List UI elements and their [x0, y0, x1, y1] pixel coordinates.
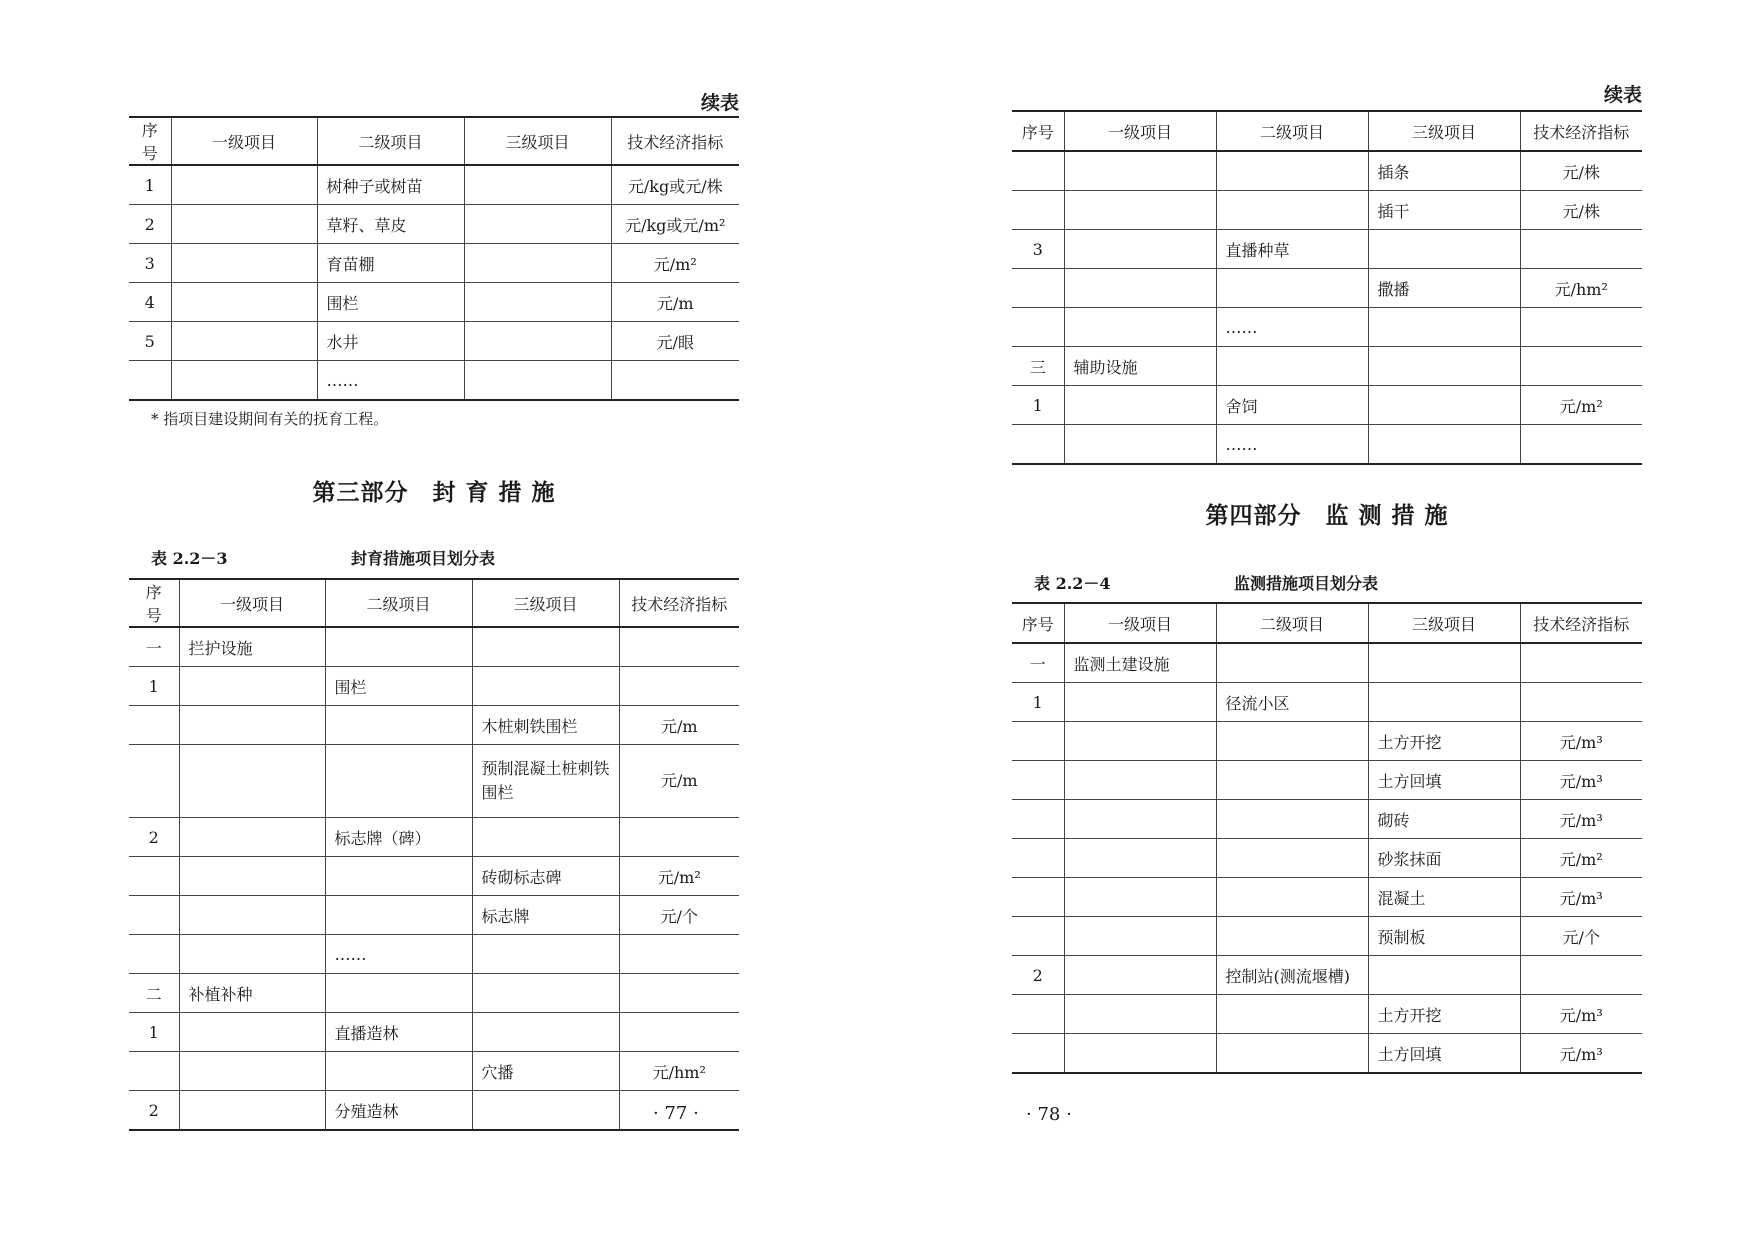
table-cell: 元/m: [619, 706, 739, 745]
table-cell: [1064, 230, 1216, 269]
table-cell: [325, 857, 472, 896]
table-cell: [472, 1091, 619, 1131]
continued-label: 续表: [1603, 84, 1642, 106]
table-cell: [464, 322, 611, 361]
table-row: [129, 165, 739, 205]
header-cell: 三级项目: [1368, 111, 1520, 151]
table-cell: [129, 745, 179, 818]
table-cell: 土方回填: [1368, 761, 1520, 800]
header-cell: 技术经济指标: [611, 117, 739, 165]
table-row: [129, 857, 739, 896]
table-cell: 元/m²: [1520, 839, 1642, 878]
table-cell: [1064, 761, 1216, 800]
table-cell: [619, 1013, 739, 1052]
table-row: [1012, 956, 1642, 995]
table-cell: [1368, 683, 1520, 722]
section-title: 第三部分 封 育 措 施: [312, 479, 556, 506]
table-cell: [1064, 839, 1216, 878]
table-cell: [1064, 722, 1216, 761]
table-cell: [1216, 878, 1368, 917]
table-cell: [1216, 839, 1368, 878]
left-page: [129, 0, 739, 1241]
table-cell: [619, 667, 739, 706]
table-cell: 预制板: [1368, 917, 1520, 956]
right-main-table: [1012, 602, 1642, 1074]
table-number: 表 2.2－4: [1034, 574, 1111, 593]
table-cell: 砂浆抹面: [1368, 839, 1520, 878]
table-cell: [1012, 191, 1064, 230]
table-cell: [611, 361, 739, 401]
table-cell: [179, 667, 325, 706]
table-cell: [171, 165, 317, 205]
table-cell: [1064, 151, 1216, 191]
table-cell: 元/眼: [611, 322, 739, 361]
table-cell: [1012, 269, 1064, 308]
table-cell: [1012, 722, 1064, 761]
right-top-table: [1012, 110, 1642, 465]
table-cell: [179, 935, 325, 974]
table-cell: [1520, 308, 1642, 347]
table-cell: 水井: [317, 322, 464, 361]
table-header-row: [1012, 111, 1642, 151]
table-cell: [472, 974, 619, 1013]
table-cell: 元/m²: [611, 244, 739, 283]
table-row: [1012, 191, 1642, 230]
table-name: 监测措施项目划分表: [1234, 574, 1379, 593]
table-cell: [1064, 386, 1216, 425]
table-cell: [1064, 878, 1216, 917]
table-cell: 直播种草: [1216, 230, 1368, 269]
page-number: · 78 ·: [1026, 1104, 1072, 1125]
table-cell: 元/m²: [619, 857, 739, 896]
table-row: [1012, 995, 1642, 1034]
table-cell: 5: [129, 322, 171, 361]
table-cell: 元/m²: [1520, 386, 1642, 425]
table-cell: ……: [325, 935, 472, 974]
header-cell: 一级项目: [1064, 111, 1216, 151]
table-cell: [179, 1091, 325, 1131]
table-row: [129, 818, 739, 857]
table-cell: [1064, 308, 1216, 347]
table-cell: [1216, 722, 1368, 761]
table-cell: [1368, 386, 1520, 425]
table-row: [1012, 1034, 1642, 1074]
table-cell: [1520, 956, 1642, 995]
table-cell: [171, 322, 317, 361]
table-cell: 插条: [1368, 151, 1520, 191]
table-cell: 元/m³: [1520, 1034, 1642, 1074]
table-cell: 二: [129, 974, 179, 1013]
table-cell: [1012, 878, 1064, 917]
table-cell: 2: [1012, 956, 1064, 995]
table-cell: 元/株: [1520, 151, 1642, 191]
table-cell: 元/个: [1520, 917, 1642, 956]
table-cell: [472, 818, 619, 857]
header-cell: 一级项目: [171, 117, 317, 165]
table-cell: [1012, 425, 1064, 465]
table-cell: [325, 706, 472, 745]
table-cell: 元/m³: [1520, 722, 1642, 761]
table-cell: 1: [1012, 386, 1064, 425]
table-cell: 插干: [1368, 191, 1520, 230]
table-name: 封育措施项目划分表: [351, 549, 496, 568]
table-cell: 一: [1012, 643, 1064, 683]
table-cell: [619, 627, 739, 667]
table-cell: [1064, 269, 1216, 308]
table-row: [1012, 761, 1642, 800]
table-cell: [619, 974, 739, 1013]
table-row: [129, 283, 739, 322]
table-cell: [1216, 269, 1368, 308]
table-cell: 控制站(测流堰槽): [1216, 956, 1368, 995]
header-cell: 三级项目: [472, 579, 619, 627]
table-cell: 元/m: [619, 745, 739, 818]
table-row: [129, 1052, 739, 1091]
table-cell: [472, 1013, 619, 1052]
table-cell: 混凝土: [1368, 878, 1520, 917]
table-row: [1012, 386, 1642, 425]
table-row: [129, 745, 739, 818]
table-row: [1012, 839, 1642, 878]
left-main-table: [129, 578, 739, 1131]
table-cell: [464, 165, 611, 205]
table-cell: 预制混凝土桩刺铁围栏: [472, 745, 619, 818]
table-cell: [1012, 151, 1064, 191]
table-row: [129, 322, 739, 361]
table-cell: [1520, 347, 1642, 386]
table-cell: [464, 283, 611, 322]
table-cell: [1064, 956, 1216, 995]
table-cell: 元/个: [619, 896, 739, 935]
table-cell: 舍饲: [1216, 386, 1368, 425]
table-cell: [1216, 761, 1368, 800]
table-cell: 直播造林: [325, 1013, 472, 1052]
table-cell: [1012, 917, 1064, 956]
table-cell: [179, 1052, 325, 1091]
table-cell: [129, 896, 179, 935]
table-cell: 砌砖: [1368, 800, 1520, 839]
table-row: [129, 627, 739, 667]
table-cell: [1064, 800, 1216, 839]
table-row: [129, 896, 739, 935]
table-cell: [129, 857, 179, 896]
right-page: [1012, 0, 1642, 1241]
table-header-row: [129, 579, 739, 627]
table-cell: 撒播: [1368, 269, 1520, 308]
table-cell: [1064, 683, 1216, 722]
table-cell: [129, 361, 171, 401]
table-cell: [1520, 425, 1642, 465]
table-cell: [1216, 800, 1368, 839]
table-cell: 元/m³: [1520, 878, 1642, 917]
table-cell: 4: [129, 283, 171, 322]
table-cell: [1216, 995, 1368, 1034]
table-cell: [1216, 917, 1368, 956]
table-row: [1012, 683, 1642, 722]
table-cell: 元/m³: [1520, 800, 1642, 839]
page-number: · 77 ·: [653, 1103, 699, 1124]
table-cell: [1368, 643, 1520, 683]
table-cell: [464, 361, 611, 401]
table-cell: [1012, 995, 1064, 1034]
table-cell: 元/m³: [1520, 995, 1642, 1034]
table-cell: [171, 205, 317, 244]
table-caption: [151, 546, 496, 569]
header-cell: 二级项目: [317, 117, 464, 165]
header-cell: 三级项目: [1368, 603, 1520, 643]
table-cell: [179, 857, 325, 896]
table-cell: 拦护设施: [179, 627, 325, 667]
header-cell: 一级项目: [1064, 603, 1216, 643]
table-row: [129, 667, 739, 706]
table-cell: [1520, 230, 1642, 269]
table-cell: [171, 361, 317, 401]
table-cell: [1216, 1034, 1368, 1074]
table-row: [1012, 722, 1642, 761]
table-cell: 元/m³: [1520, 761, 1642, 800]
table-cell: [179, 818, 325, 857]
table-cell: [472, 627, 619, 667]
table-row: [129, 244, 739, 283]
header-cell: 二级项目: [325, 579, 472, 627]
table-cell: 土方开挖: [1368, 722, 1520, 761]
table-cell: [1216, 643, 1368, 683]
table-cell: [1520, 683, 1642, 722]
table-cell: 围栏: [317, 283, 464, 322]
table-cell: 草籽、草皮: [317, 205, 464, 244]
table-cell: 1: [129, 1013, 179, 1052]
table-cell: 木桩刺铁围栏: [472, 706, 619, 745]
table-cell: [1368, 308, 1520, 347]
table-cell: 补植补种: [179, 974, 325, 1013]
table-cell: 育苗棚: [317, 244, 464, 283]
table-row: [129, 1091, 739, 1131]
table-cell: 3: [129, 244, 171, 283]
table-cell: [464, 205, 611, 244]
table-cell: [325, 974, 472, 1013]
table-cell: [1216, 191, 1368, 230]
table-cell: 2: [129, 818, 179, 857]
table-cell: 树种子或树苗: [317, 165, 464, 205]
table-cell: 元/株: [1520, 191, 1642, 230]
table-cell: [619, 818, 739, 857]
header-cell: 技术经济指标: [1520, 111, 1642, 151]
table-cell: [464, 244, 611, 283]
table-row: [1012, 643, 1642, 683]
table-cell: 径流小区: [1216, 683, 1368, 722]
table-cell: 2: [129, 205, 171, 244]
table-cell: [1012, 1034, 1064, 1074]
header-cell: 三级项目: [464, 117, 611, 165]
header-cell: 序号: [129, 117, 171, 165]
left-top-table: [129, 116, 739, 401]
table-cell: 围栏: [325, 667, 472, 706]
table-row: [129, 935, 739, 974]
table-cell: 土方开挖: [1368, 995, 1520, 1034]
table-cell: [129, 935, 179, 974]
table-row: [129, 1013, 739, 1052]
table-cell: [129, 1052, 179, 1091]
table-row: [1012, 800, 1642, 839]
table-cell: 1: [129, 667, 179, 706]
table-cell: [1216, 347, 1368, 386]
table-cell: ……: [317, 361, 464, 401]
table-number: 表 2.2－3: [151, 549, 228, 568]
header-cell: 二级项目: [1216, 603, 1368, 643]
table-cell: [325, 896, 472, 935]
table-cell: [472, 935, 619, 974]
table-cell: 元/kg或元/m²: [611, 205, 739, 244]
table-cell: [325, 627, 472, 667]
table-cell: 分殖造林: [325, 1091, 472, 1131]
header-cell: 序号: [129, 579, 179, 627]
table-cell: 砖砌标志碑: [472, 857, 619, 896]
table-cell: 2: [129, 1091, 179, 1131]
header-cell: 序号: [1012, 603, 1064, 643]
table-cell: [1064, 191, 1216, 230]
table-cell: 元/m: [611, 283, 739, 322]
table-row: [129, 706, 739, 745]
table-row: [1012, 917, 1642, 956]
table-cell: [179, 745, 325, 818]
table-cell: [1368, 347, 1520, 386]
header-cell: 技术经济指标: [1520, 603, 1642, 643]
table-cell: 辅助设施: [1064, 347, 1216, 386]
table-cell: 土方回填: [1368, 1034, 1520, 1074]
table-row: [1012, 878, 1642, 917]
table-cell: [171, 283, 317, 322]
table-cell: [1216, 151, 1368, 191]
table-cell: 元/hm²: [1520, 269, 1642, 308]
table-cell: 1: [1012, 683, 1064, 722]
table-cell: [179, 706, 325, 745]
table-row: [1012, 151, 1642, 191]
header-cell: 二级项目: [1216, 111, 1368, 151]
section-title: 第四部分 监 测 措 施: [1205, 502, 1449, 529]
table-cell: [1368, 230, 1520, 269]
table-cell: 一: [129, 627, 179, 667]
table-row: [1012, 308, 1642, 347]
table-cell: [1012, 800, 1064, 839]
table-cell: [1012, 839, 1064, 878]
header-cell: 技术经济指标: [619, 579, 739, 627]
table-cell: [1520, 643, 1642, 683]
table-cell: [1012, 761, 1064, 800]
table-cell: [325, 745, 472, 818]
table-cell: [1368, 425, 1520, 465]
table-cell: ……: [1216, 308, 1368, 347]
table-cell: 3: [1012, 230, 1064, 269]
table-cell: 元/kg或元/株: [611, 165, 739, 205]
table-row: [129, 205, 739, 244]
table-cell: [1064, 1034, 1216, 1074]
table-cell: [1368, 956, 1520, 995]
table-cell: 监测土建设施: [1064, 643, 1216, 683]
footnote: * 指项目建设期间有关的抚育工程。: [151, 410, 389, 428]
table-cell: [179, 1013, 325, 1052]
header-cell: 一级项目: [179, 579, 325, 627]
table-caption: [1034, 571, 1379, 594]
table-cell: 1: [129, 165, 171, 205]
table-cell: [1064, 917, 1216, 956]
table-row: [129, 361, 739, 401]
table-cell: 标志牌: [472, 896, 619, 935]
table-cell: [171, 244, 317, 283]
table-cell: [472, 667, 619, 706]
table-cell: [129, 706, 179, 745]
table-row: [1012, 230, 1642, 269]
table-cell: ……: [1216, 425, 1368, 465]
table-cell: [1012, 308, 1064, 347]
table-header-row: [1012, 603, 1642, 643]
table-header-row: [129, 117, 739, 165]
table-cell: [1064, 995, 1216, 1034]
table-row: [129, 974, 739, 1013]
continued-label: 续表: [700, 92, 739, 114]
table-cell: [619, 935, 739, 974]
header-cell: 序号: [1012, 111, 1064, 151]
table-cell: 穴播: [472, 1052, 619, 1091]
table-row: [1012, 425, 1642, 465]
table-cell: [325, 1052, 472, 1091]
table-cell: [179, 896, 325, 935]
table-row: [1012, 269, 1642, 308]
table-cell: [1064, 425, 1216, 465]
table-cell: 三: [1012, 347, 1064, 386]
table-row: [1012, 347, 1642, 386]
table-cell: 标志牌（碑）: [325, 818, 472, 857]
table-cell: 元/hm²: [619, 1052, 739, 1091]
